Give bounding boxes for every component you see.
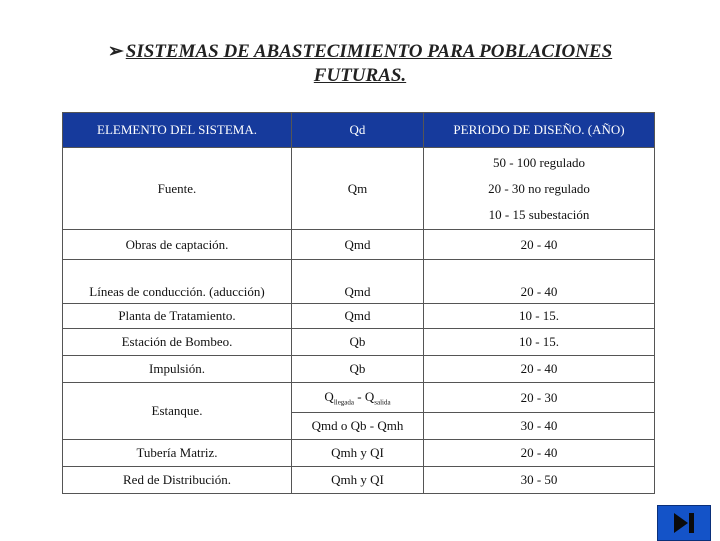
title-line-2: FUTURAS. <box>313 65 407 86</box>
cell-period: 20 - 40 <box>424 260 655 304</box>
cell-element: Red de Distribución. <box>63 467 292 494</box>
table-row <box>63 440 655 467</box>
header-qd: Qd <box>292 113 424 148</box>
skip-to-end-icon <box>669 510 699 536</box>
period-subestacion: 10 - 15 subestación <box>488 206 590 222</box>
cell-period: 30 - 50 <box>424 467 655 494</box>
cell-element: Fuente. <box>63 148 292 230</box>
period-no-regulado: 20 - 30 no regulado <box>488 180 590 196</box>
q-separator: - Q <box>354 388 375 404</box>
table-row <box>63 260 655 304</box>
cell-qd <box>292 383 424 413</box>
table-row <box>63 148 655 230</box>
table-row <box>63 304 655 329</box>
table-row <box>63 329 655 356</box>
table-header-row <box>63 113 655 148</box>
cell-qd: Qmd <box>292 230 424 260</box>
cell-element: Estación de Bombeo. <box>63 329 292 356</box>
cell-element: Planta de Tratamiento. <box>63 304 292 329</box>
cell-qd: Qmd <box>292 304 424 329</box>
header-element: ELEMENTO DEL SISTEMA. <box>63 113 292 148</box>
cell-qd: Qb <box>292 356 424 383</box>
cell-element: Tubería Matriz. <box>63 440 292 467</box>
title-line-1: SISTEMAS DE ABASTECIMIENTO PARA POBLACIONES <box>125 41 613 62</box>
cell-period: 20 - 40 <box>424 230 655 260</box>
cell-period: 20 - 30 <box>424 383 655 413</box>
cell-element: Impulsión. <box>63 356 292 383</box>
slide-title <box>60 40 660 88</box>
table-row <box>63 383 655 413</box>
subscript-salida: salida <box>374 398 391 407</box>
cell-qd: Qb <box>292 329 424 356</box>
arrow-bullet-icon: ➢ <box>107 41 124 62</box>
header-period: PERIODO DE DISEÑO. (AÑO) <box>424 113 655 148</box>
cell-qd: Qmd <box>292 260 424 304</box>
cell-qd: Qmd o Qb - Qmh <box>292 413 424 440</box>
cell-qd: Qmh y QI <box>292 440 424 467</box>
cell-element: Obras de captación. <box>63 230 292 260</box>
period-regulado: 50 - 100 regulado <box>492 154 586 170</box>
cell-qd: Qm <box>292 148 424 230</box>
table-row <box>63 356 655 383</box>
cell-period <box>424 148 655 230</box>
subscript-llegada: llegada <box>333 398 355 407</box>
cell-period: 10 - 15. <box>424 304 655 329</box>
cell-element: Estanque. <box>63 383 292 440</box>
cell-period: 30 - 40 <box>424 413 655 440</box>
design-period-table <box>62 112 655 494</box>
q-symbol: Q <box>324 388 334 404</box>
cell-period: 20 - 40 <box>424 356 655 383</box>
cell-qd: Qmh y QI <box>292 467 424 494</box>
table-row <box>63 230 655 260</box>
table-row <box>63 467 655 494</box>
end-navigation-button[interactable] <box>657 505 711 541</box>
cell-period: 20 - 40 <box>424 440 655 467</box>
cell-period: 10 - 15. <box>424 329 655 356</box>
cell-element: Líneas de conducción. (aducción) <box>63 260 292 304</box>
